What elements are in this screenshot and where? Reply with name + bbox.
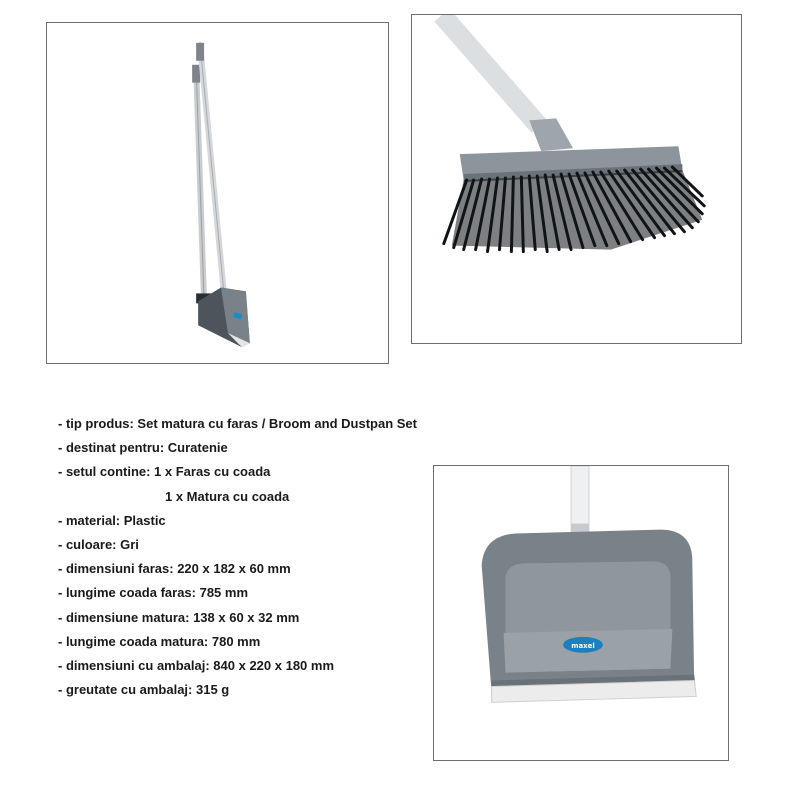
spec-item-packaged-dimensions: - dimensiuni cu ambalaj: 840 x 220 x 180 mm <box>58 658 335 674</box>
spec-item-broom-handle-length: - lungime coada matura: 780 mm <box>58 633 261 649</box>
broom-head-photo <box>411 14 742 344</box>
product-specs-list <box>58 412 498 702</box>
spec-item-set-contents-continued: 1 x Matura cu coada <box>165 488 290 504</box>
spec-item-packaged-weight: - greutate cu ambalaj: 315 g <box>58 682 230 698</box>
spec-item-product-type: - tip produs: Set matura cu faras / Broom and Dustpan Set <box>58 416 417 431</box>
broom-dustpan-set-photo <box>46 22 389 364</box>
broom-head-icon <box>412 15 741 343</box>
spec-item-color: - culoare: Gri <box>58 537 139 553</box>
svg-text:maxel: maxel <box>571 641 595 650</box>
spec-item-set-contents: - setul contine: 1 x Faras cu coada <box>58 464 271 480</box>
spec-item-material: - material: Plastic <box>58 512 166 528</box>
spec-item-dustpan-dimensions: - dimensiuni faras: 220 x 182 x 60 mm <box>58 561 291 577</box>
broom-and-dustpan-set-icon <box>47 23 388 363</box>
spec-item-dustpan-handle-length: - lungime coada faras: 785 mm <box>58 585 249 601</box>
spec-item-intended-use: - destinat pentru: Curatenie <box>58 440 228 456</box>
spec-item-broom-dimensions: - dimensiune matura: 138 x 60 x 32 mm <box>58 609 300 625</box>
